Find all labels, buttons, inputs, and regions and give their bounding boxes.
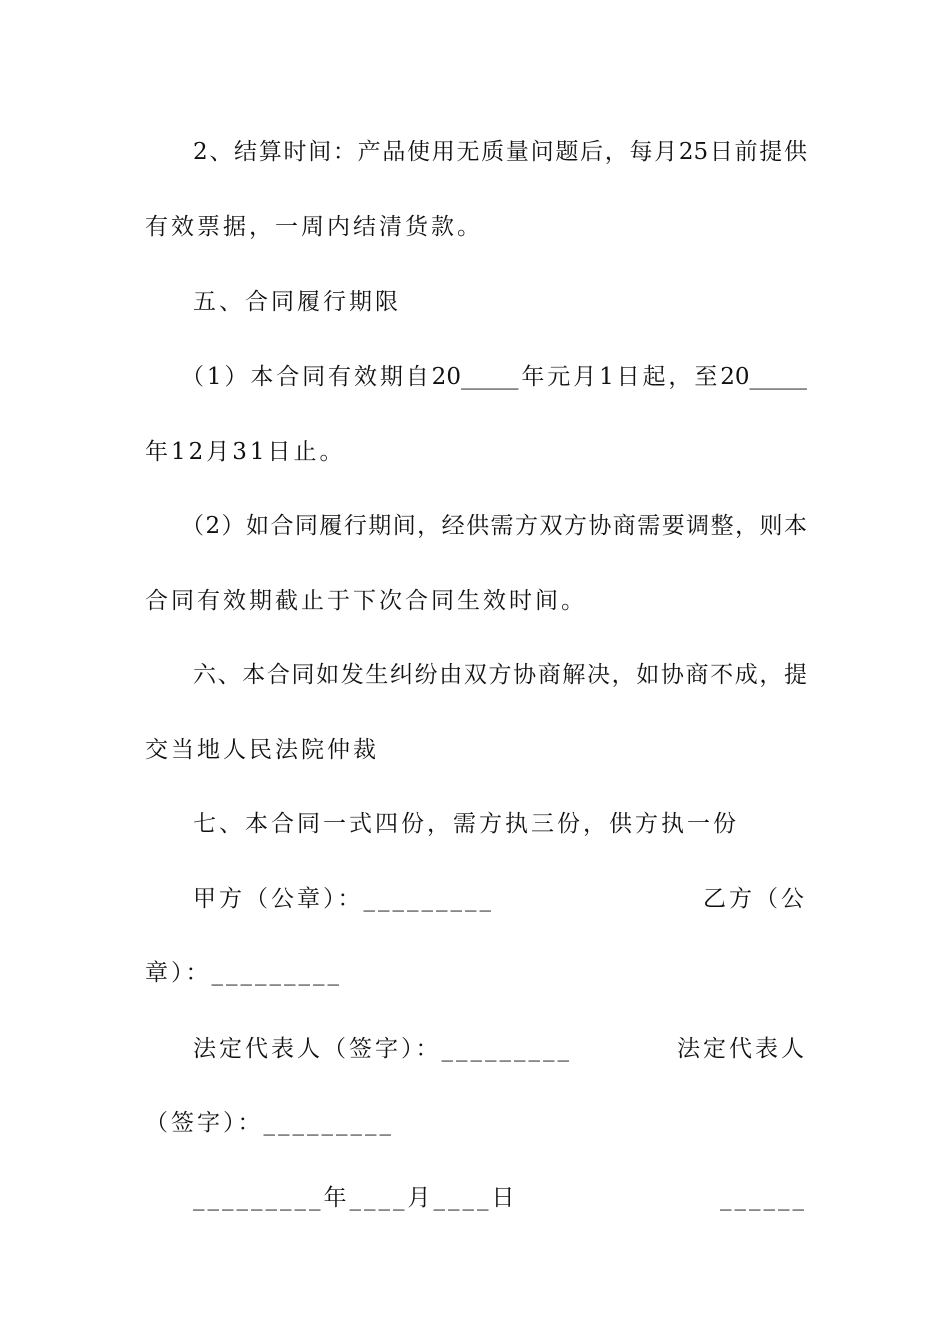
- party-a-seal-line: 甲方（公章）：_________: [193, 886, 494, 912]
- paragraph-term-1: （1）本合同有效期自20_____年元月1日起，至20_____: [181, 364, 807, 390]
- party-b-date-line: ______: [720, 1185, 807, 1211]
- party-a-representative-line: 法定代表人（签字）：_________: [193, 1036, 572, 1062]
- party-b-representative-start: 法定代表人: [677, 1036, 807, 1062]
- paragraph-copies: 七、本合同一式四份，需方执三份，供方执一份: [193, 811, 739, 837]
- paragraph-settlement-time: 2、结算时间：产品使用无质量问题后，每月25日前提供: [193, 139, 807, 165]
- party-b-seal-end: 章）：_________: [145, 960, 342, 986]
- paragraph-term-2: （2）如合同履行期间，经供需方双方协商需要调整，则本: [181, 513, 807, 539]
- party-a-date-line: _________年____月____日: [193, 1185, 518, 1211]
- party-b-seal-start: 乙方（公: [703, 886, 807, 912]
- paragraph-term-1-cont: 年12月31日止。: [145, 439, 346, 465]
- paragraph-dispute: 六、本合同如发生纠纷由双方协商解决，如协商不成，提: [193, 662, 807, 688]
- party-b-representative-end: （签字）：_________: [145, 1110, 394, 1136]
- paragraph-dispute-cont: 交当地人民法院仲裁: [145, 737, 379, 763]
- section-heading-term: 五、合同履行期限: [193, 289, 401, 315]
- paragraph-settlement-time-cont: 有效票据，一周内结清货款。: [145, 214, 483, 240]
- paragraph-term-2-cont: 合同有效期截止于下次合同生效时间。: [145, 588, 587, 614]
